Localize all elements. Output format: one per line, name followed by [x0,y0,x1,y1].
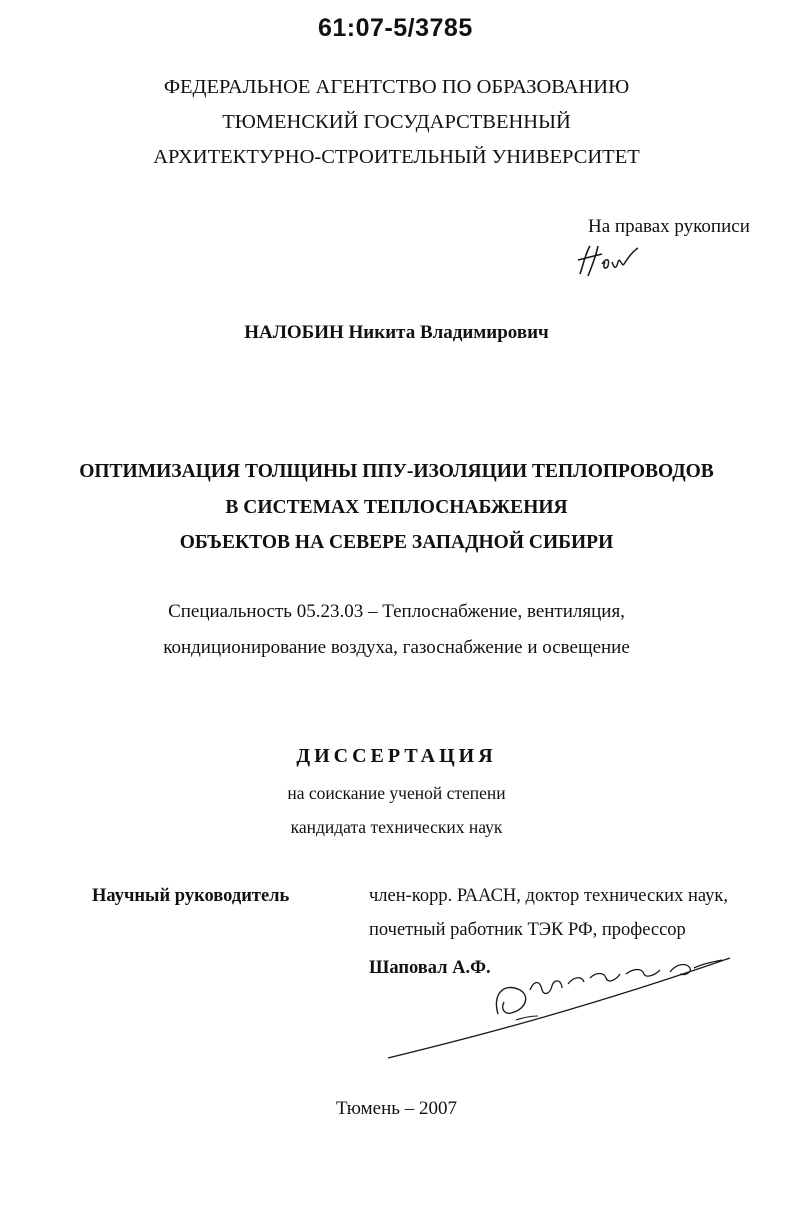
specialty-line-2: кондиционирование воздуха, газоснабжение и освещение [163,637,630,658]
supervisor-name: Шаповал А.Ф. [369,958,491,978]
work-type: ДИССЕРТАЦИЯ [296,745,497,767]
title-line-3: ОБЪЕКТОВ НА СЕВЕРЕ ЗАПАДНОЙ СИБИРИ [179,532,614,553]
title-line-2: В СИСТЕМАХ ТЕПЛОСНАБЖЕНИЯ [225,497,568,518]
degree-line-1: на соискание ученой степени [287,783,506,803]
city-year: Тюмень – 2007 [336,1098,457,1119]
specialty-line-1: Специальность 05.23.03 – Теплоснабжение, вентиляция, [168,601,625,622]
manuscript-rights: На правах рукописи [588,216,750,237]
supervisor-label: Научный руководитель [92,886,290,906]
author-signature [572,240,642,282]
institution-line-2: ТЮМЕНСКИЙ ГОСУДАРСТВЕННЫЙ [222,111,571,133]
supervisor-title-line-1: член-корр. РААСН, доктор технических наук, [369,886,728,906]
author-name: НАЛОБИН Никита Владимирович [244,322,549,343]
supervisor-title-line-2: почетный работник ТЭК РФ, профессор [369,920,686,940]
degree-line-2: кандидата технических наук [290,817,503,837]
title-line-1: ОПТИМИЗАЦИЯ ТОЛЩИНЫ ППУ-ИЗОЛЯЦИИ ТЕПЛОПРОВОДОВ [79,461,714,482]
institution-line-1: ФЕДЕРАЛЬНОЕ АГЕНТСТВО ПО ОБРАЗОВАНИЮ [163,76,630,98]
institution-line-3: АРХИТЕКТУРНО-СТРОИТЕЛЬНЫЙ УНИВЕРСИТЕТ [153,146,640,168]
archive-code: 61:07-5/3785 [318,14,473,42]
supervisor-signature [380,950,740,1062]
